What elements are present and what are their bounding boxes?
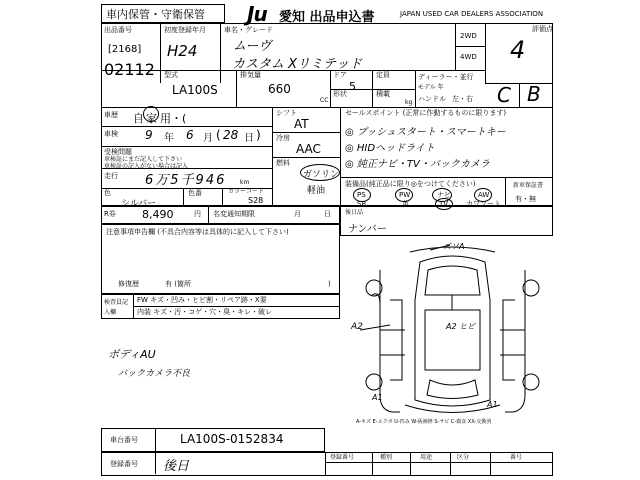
sales-item-3: ◎ 純正ナビ・TV・バックカメラ — [345, 159, 490, 170]
diagram-a1-left: A1 — [372, 393, 383, 402]
inspection-day-open: ( — [216, 128, 221, 142]
doors-value: 5 — [349, 80, 356, 93]
repair-value-close: ) — [328, 280, 331, 288]
equip-tv: TV — [439, 200, 449, 208]
color-code-sub: カラーコード — [228, 188, 265, 195]
inspection-day: 28 — [223, 128, 239, 142]
reg-col-1: 登録番号 — [330, 454, 355, 461]
damage-legend: A-キズ E-エクボ U-凹み W-板補修 S-サビ C-腐食 XX-交換済 — [356, 419, 492, 425]
drive-2wd: 2WD — [460, 32, 477, 40]
displacement-unit: CC — [320, 97, 329, 104]
color-code-label: 色番 — [188, 189, 202, 197]
name-change-label: 名変通知期限 — [213, 210, 255, 218]
model-label: 型式 — [164, 71, 178, 79]
equip-leather: 革 — [402, 200, 409, 208]
handle-value: 左・右 — [452, 95, 473, 103]
repair-label: 修復歴 — [118, 280, 139, 288]
later-items-label: 後日品 — [345, 209, 364, 216]
displacement-label: 排気量 — [240, 71, 261, 79]
inspection-year-unit: 年 — [164, 133, 174, 144]
equip-pw: PW — [399, 191, 411, 199]
later-items-value: ナンバー — [348, 224, 387, 235]
inspection-year: 9 — [145, 128, 153, 142]
equipment-label: 装備品(純正品に限り◎をつけてください) — [345, 180, 476, 188]
chassis-label: 車台番号 — [110, 436, 138, 444]
reg-col-5: 番号 — [510, 454, 523, 461]
displacement-value: 660 — [268, 82, 291, 96]
shift-label: シフト — [276, 109, 297, 117]
equip-aw-circle — [474, 188, 492, 202]
equip-ps: PS — [357, 191, 366, 199]
reg-value: 後日 — [163, 459, 190, 474]
inspection-day-close: ) — [256, 128, 261, 142]
equip-navi: ナビ — [437, 191, 451, 199]
equip-other: カワソート — [466, 200, 501, 208]
score-interior: C — [497, 83, 511, 107]
diagram-top-note: ズソA — [443, 242, 465, 251]
lot-label: 出品番号 — [104, 26, 132, 34]
reg-col-3: 用途 — [420, 454, 433, 461]
vehicle-label: 車名・グレード — [224, 26, 273, 34]
inspector-row1: FW キズ・凹み・ヒビ割・リペア跡・X要 — [137, 296, 267, 304]
receipt-label: 受検問題 — [104, 148, 132, 156]
mileage-label: 走行 — [104, 172, 118, 180]
notes-label: 注意事項申告欄 (不具合内容等は具体的に記入して下さい) — [106, 228, 289, 236]
handle-label: ハンドル — [418, 95, 446, 103]
mileage-unit: km — [240, 179, 250, 186]
color-value: シルバー — [121, 199, 157, 209]
equip-ps-circle — [353, 188, 371, 202]
recycle-unit: 円 — [194, 210, 201, 218]
reg-col-4: 区分 — [457, 454, 470, 461]
fuel-label: 燃料 — [276, 159, 290, 167]
usage-rest: 用・( — [160, 112, 187, 125]
score-exterior: B — [527, 82, 541, 106]
load-label: 積載 — [376, 90, 390, 98]
mileage-value: 6万5千946 — [145, 173, 227, 188]
form-title: 愛知 出品申込書 — [279, 10, 375, 25]
model-year-label: モデル 年 — [418, 84, 444, 91]
storage-label: 車内保管・守衛保管 — [106, 8, 205, 21]
lot-code: [2168] — [108, 44, 142, 55]
chassis-value: LA100S-0152834 — [180, 432, 284, 446]
usage-prefix: 自 — [133, 112, 144, 125]
sales-item-1: ◎ プッシュスタート・スマートキー — [345, 127, 506, 138]
equip-aw: AW — [478, 191, 490, 199]
ac-label: 冷房 — [276, 134, 290, 142]
receipt-line1: 車検証にまだ記入して下さい — [104, 156, 183, 163]
ju-logo: Ju — [247, 2, 267, 26]
recycle-label: R券 — [104, 210, 116, 218]
inspection-month: 6 — [186, 128, 194, 142]
model-value: LA100S — [172, 83, 218, 97]
load-unit: kg — [405, 99, 413, 106]
shape-label: 形状 — [333, 90, 347, 98]
equip-sr: SR — [357, 200, 367, 208]
inspection-label: 車検 — [104, 130, 118, 138]
doors-label: ドア — [333, 71, 347, 79]
diagram-a1-bottom: A1 — [487, 400, 498, 409]
lot-number: 02112 — [104, 60, 155, 79]
vehicle-name: ムーヴ — [233, 39, 272, 54]
name-change-month: 月 — [294, 210, 301, 218]
score-value: 4 — [510, 36, 526, 64]
equip-pw-circle — [395, 188, 413, 202]
fuel-diesel: 軽油 — [307, 186, 326, 196]
reg-col-2: 種別 — [380, 454, 393, 461]
inspection-day-unit: 日 — [244, 133, 254, 144]
ac-value: AAC — [296, 142, 321, 156]
recycle-amount: 8,490 — [142, 208, 174, 221]
repair-value: 有 (箇所 — [165, 280, 191, 288]
receipt-line2: 車検証の記入がない場合は記入 — [104, 163, 189, 170]
score-label: 評価点 — [532, 25, 553, 33]
diagram-a2-left: A2 — [351, 322, 363, 332]
color-code-value: S28 — [248, 196, 264, 205]
vehicle-grade: カスタム Xリミテッド — [232, 57, 363, 72]
fuel-gas: ガソリン — [303, 170, 340, 180]
capacity-label: 定員 — [376, 71, 390, 79]
name-change-day: 日 — [324, 210, 331, 218]
drive-4wd: 4WD — [460, 53, 477, 61]
note-body-au: ボディAU — [108, 348, 156, 361]
reg-label: 登録番号 — [110, 460, 138, 468]
diagram-center-note: A2 ヒビ — [446, 322, 476, 331]
new-cert-label: 新車保証書 — [513, 182, 544, 189]
note-back-camera: バックカメラ不良 — [118, 369, 191, 379]
first-reg-value: H24 — [167, 42, 198, 60]
sales-item-2: ◎ HIDヘッドライト — [345, 143, 435, 154]
dealer-label: ディーラー・並行 — [418, 73, 474, 81]
inspector-row2: 内装 キズ・汚・コゲ・穴・臭・キレ・破レ — [137, 308, 273, 316]
first-reg-label: 初度登録年月 — [164, 26, 206, 34]
usage-circled: 家 — [146, 112, 157, 125]
shift-value: AT — [294, 117, 309, 131]
new-cert-value: 有・無 — [515, 195, 536, 203]
association-name: JAPAN USED CAR DEALERS ASSOCIATION — [400, 10, 544, 18]
color-label: 色 — [104, 189, 111, 197]
inspection-month-unit: 月 — [203, 133, 213, 144]
usage-label: 車歴 — [104, 111, 118, 119]
inspector-label: 検査員記入欄 — [104, 299, 129, 316]
sales-label: セールスポイント (正常に作動するものに限ります) — [345, 109, 507, 117]
